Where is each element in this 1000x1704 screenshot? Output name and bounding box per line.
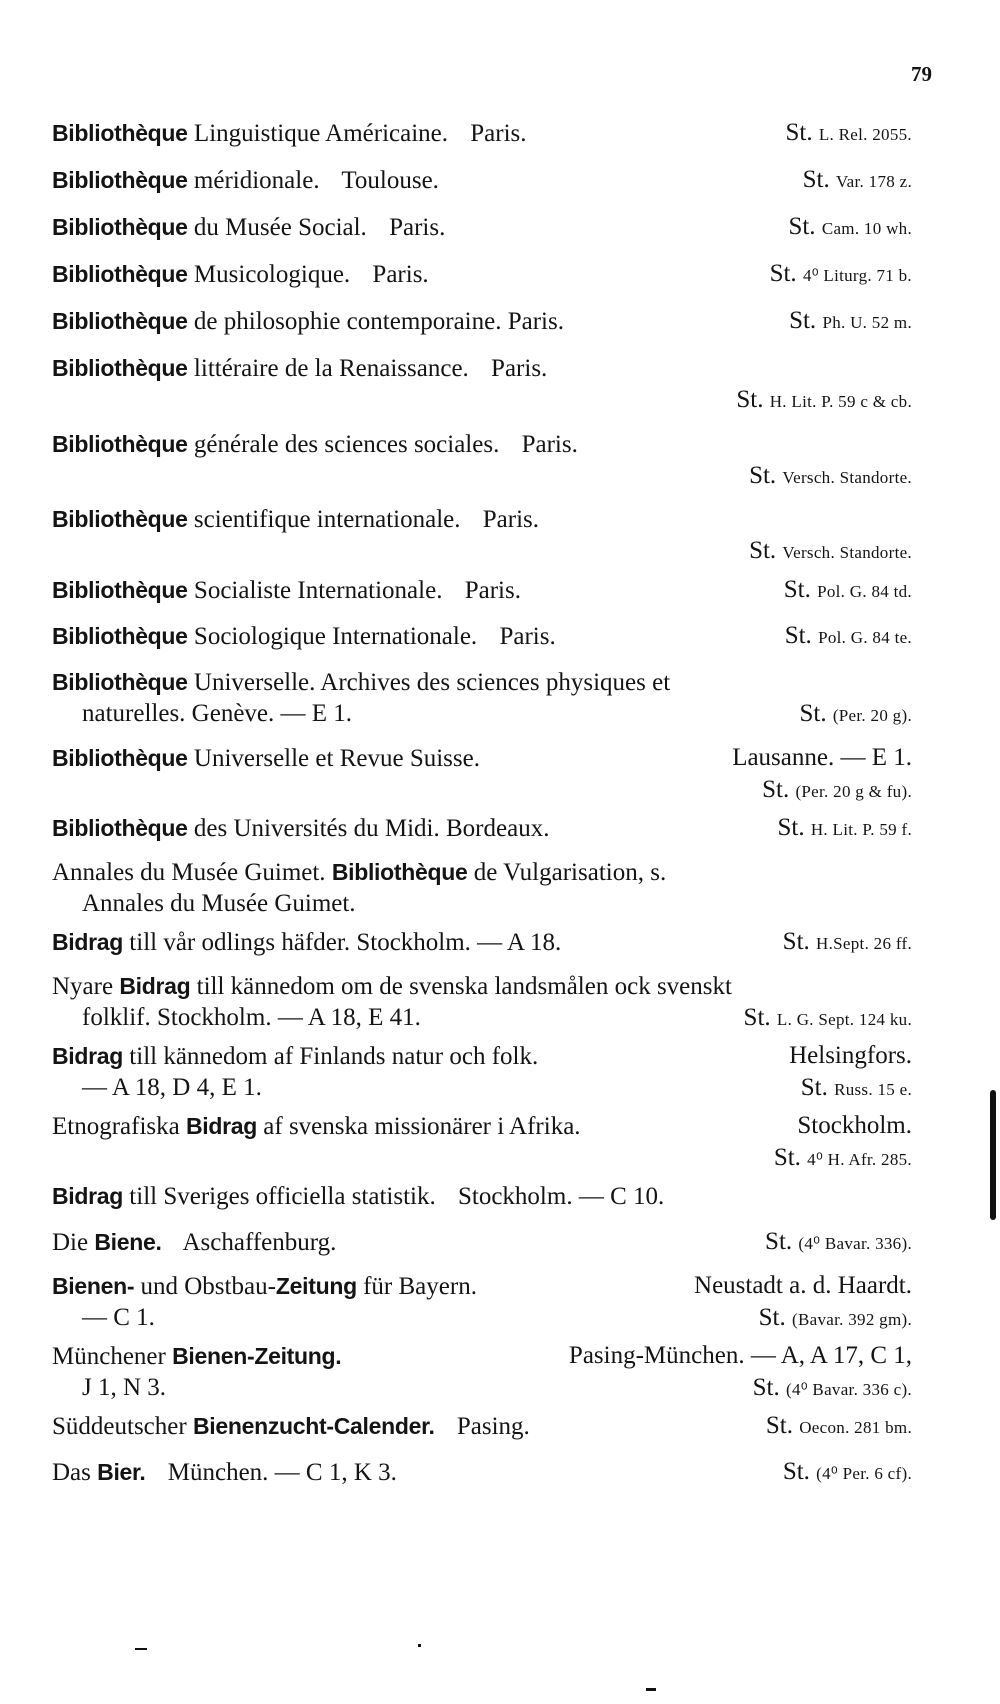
entry-title: till vår odlings häfder.	[129, 929, 351, 956]
catalog-entry	[52, 503, 912, 567]
shelfmark: St. Var. 178 z.	[802, 166, 912, 193]
catalog-entry	[52, 211, 912, 243]
entry-keyword: Bibliothèque	[52, 506, 188, 532]
entry-title-part: und Obstbau-	[140, 1273, 276, 1300]
entry-keyword: Bibliothèque	[52, 214, 188, 240]
catalog-entry	[52, 970, 912, 1034]
entry-continuation: folklif. Stockholm. — A 18, E 41.	[82, 1004, 421, 1031]
entry-keyword-secondary: Zeitung	[275, 1273, 357, 1299]
entry-keyword: Bibliothèque	[52, 355, 188, 381]
catalog-entry	[52, 1180, 912, 1212]
shelfmark: St. (4⁰ Bavar. 336 c).	[752, 1374, 912, 1401]
entry-keyword: Bidrag	[52, 929, 124, 955]
shelfmark: St. (4⁰ Bavar. 336).	[765, 1228, 912, 1255]
entry-place: Helsingfors.	[789, 1042, 912, 1069]
entry-title: für Bayern.	[363, 1273, 477, 1300]
shelfmark: St. Pol. G. 84 te.	[784, 622, 912, 649]
shelfmark: St. Russ. 15 e.	[800, 1074, 912, 1101]
shelfmark: St. L. G. Sept. 124 ku.	[743, 1004, 912, 1031]
entry-title: Sociologique Internationale.	[193, 623, 478, 650]
entry-place: Aschaffenburg.	[182, 1229, 337, 1256]
entry-title: Universelle. Archives des sciences physiques et	[193, 669, 671, 696]
catalog-entry	[52, 305, 912, 337]
entry-title: littéraire de la Renaissance.	[193, 355, 469, 382]
entry-place: Stockholm. — C 10.	[457, 1183, 665, 1210]
catalog-entry	[52, 428, 912, 492]
entry-keyword: Bibliothèque	[52, 261, 188, 287]
shelfmark: St. 4⁰ Liturg. 71 b.	[769, 260, 912, 287]
entry-keyword: Bidrag	[119, 973, 191, 999]
catalog-entry	[52, 1456, 912, 1488]
entry-keyword: Bibliothèque	[52, 815, 188, 841]
entry-place: Stockholm. — A 18.	[356, 929, 562, 956]
catalog-entry	[52, 117, 912, 149]
shelfmark: St. Versch. Standorte.	[749, 537, 912, 564]
shelfmark: St. 4⁰ H. Afr. 285.	[773, 1144, 912, 1171]
entry-place: Paris.	[521, 431, 578, 458]
entry-place: Paris.	[470, 120, 527, 147]
entry-continuation: — C 1.	[82, 1304, 155, 1331]
entry-continuation: naturelles. Genève. — E 1.	[82, 700, 353, 727]
shelfmark: St. H. Lit. P. 59 c & cb.	[736, 386, 912, 413]
shelfmark: St. (Per. 20 g).	[799, 700, 912, 727]
entry-keyword: Bibliothèque	[52, 308, 188, 334]
entry-prefix: Die	[52, 1229, 89, 1256]
entry-place: Lausanne. — E 1.	[732, 744, 912, 771]
entry-place: Pasing-München. — A, A 17, C 1,	[568, 1342, 912, 1369]
entry-keyword: Bibliothèque	[52, 745, 188, 771]
catalog-entry	[52, 574, 912, 606]
entry-title: till Sveriges officiella statistik.	[129, 1183, 436, 1210]
entry-place: Paris.	[507, 308, 564, 335]
catalog-entry	[52, 164, 912, 196]
entry-prefix: Süddeutscher	[52, 1413, 187, 1440]
entry-title: scientifique internationale.	[193, 506, 461, 533]
entry-keyword: Bibliothèque	[52, 669, 188, 695]
entry-place: Pasing.	[456, 1413, 530, 1440]
scan-speck	[135, 1648, 147, 1650]
entry-title: till kännedom af Finlands natur och folk.	[129, 1043, 539, 1070]
entry-place: Paris.	[372, 261, 429, 288]
entry-keyword: Bibliothèque	[52, 120, 188, 146]
entry-continuation: Annales du Musée Guimet.	[82, 890, 356, 917]
entry-title: du Musée Social.	[193, 214, 367, 241]
entry-keyword: Bier.	[97, 1459, 146, 1485]
entry-place: Paris.	[499, 623, 556, 650]
catalog-entry	[52, 812, 912, 844]
entry-title: till kännedom om de svenska landsmålen ock svenskt	[196, 973, 732, 1000]
catalog-entry	[52, 926, 912, 958]
entry-keyword: Bibliothèque	[52, 167, 188, 193]
shelfmark: St. (4⁰ Per. 6 cf).	[782, 1458, 912, 1485]
catalog-entry	[52, 1226, 912, 1258]
entry-place: Toulouse.	[341, 167, 439, 194]
entry-prefix: Das	[52, 1459, 91, 1486]
entry-keyword: Bienenzucht-Calender.	[192, 1413, 435, 1439]
shelfmark: St. Cam. 10 wh.	[788, 213, 912, 240]
entry-title: de Vulgarisation, s.	[473, 859, 667, 886]
shelfmark: St. H. Lit. P. 59 f.	[777, 814, 912, 841]
catalog-entry	[52, 352, 912, 416]
entry-place: Bordeaux.	[446, 815, 550, 842]
catalog-entry	[52, 1040, 912, 1104]
entry-title: Socialiste Internationale.	[193, 577, 443, 604]
entry-place: Paris.	[389, 214, 446, 241]
entry-title: Linguistique Américaine.	[193, 120, 449, 147]
entry-keyword: Bibliothèque	[52, 577, 188, 603]
entry-keyword: Bibliothèque	[52, 431, 188, 457]
catalog-entry	[52, 1270, 912, 1334]
shelfmark: St. L. Rel. 2055.	[785, 119, 912, 146]
entry-title: générale des sciences sociales.	[193, 431, 500, 458]
entry-prefix: Etnografiska	[52, 1113, 180, 1140]
catalog-entry	[52, 1340, 912, 1404]
catalog-entry	[52, 666, 912, 730]
entry-keyword: Bienen-	[52, 1273, 135, 1299]
entry-prefix: Nyare	[52, 973, 114, 1000]
entry-title: de philosophie contemporaine.	[193, 308, 502, 335]
entry-place: Neustadt a. d. Haardt.	[694, 1272, 912, 1299]
catalog-entry	[52, 856, 912, 920]
entry-keyword: Bidrag	[52, 1183, 124, 1209]
catalog-entry	[52, 1410, 912, 1442]
shelfmark: St. H.Sept. 26 ff.	[782, 928, 912, 955]
entry-title: af svenska missionärer i Afrika.	[263, 1113, 581, 1140]
entry-place: München. — C 1, K 3.	[167, 1459, 397, 1486]
entry-place: Paris.	[491, 355, 548, 382]
scan-speck	[418, 1644, 421, 1647]
shelfmark: St. (Per. 20 g & fu).	[762, 776, 912, 803]
entry-title: Musicologique.	[193, 261, 351, 288]
catalog-entry	[52, 1110, 912, 1174]
entry-continuation: J 1, N 3.	[82, 1374, 167, 1401]
shelfmark: St. Pol. G. 84 td.	[783, 576, 912, 603]
entry-title: Universelle et Revue Suisse.	[193, 745, 480, 772]
entry-keyword: Bidrag	[185, 1113, 258, 1139]
shelfmark: St. Versch. Standorte.	[749, 462, 912, 489]
entry-keyword: Bidrag	[52, 1043, 124, 1069]
scan-edge-mark	[990, 1090, 996, 1220]
entry-place: Stockholm.	[797, 1112, 912, 1139]
entry-title: des Universités du Midi.	[193, 815, 440, 842]
catalog-entry	[52, 258, 912, 290]
entry-keyword: Bibliothèque	[331, 859, 468, 885]
shelfmark: St. Ph. U. 52 m.	[789, 307, 912, 334]
catalog-entry	[52, 742, 912, 806]
entry-keyword: Bienen-Zeitung.	[172, 1343, 342, 1369]
entry-keyword: Bibliothèque	[52, 623, 188, 649]
entry-place: Paris.	[464, 577, 521, 604]
entry-place: Paris.	[482, 506, 539, 533]
catalog-entry	[52, 620, 912, 652]
shelfmark: St. Oecon. 281 bm.	[765, 1412, 912, 1439]
shelfmark: St. (Bavar. 392 gm).	[758, 1304, 912, 1331]
entry-keyword: Biene.	[94, 1229, 162, 1255]
page-number: 79	[911, 62, 932, 86]
entry-prefix: Annales du Musée Guimet.	[52, 859, 326, 886]
entry-prefix: Münchener	[52, 1343, 166, 1370]
scan-speck	[646, 1688, 656, 1691]
entry-title: méridionale.	[193, 167, 320, 194]
entry-continuation: — A 18, D 4, E 1.	[82, 1074, 262, 1101]
